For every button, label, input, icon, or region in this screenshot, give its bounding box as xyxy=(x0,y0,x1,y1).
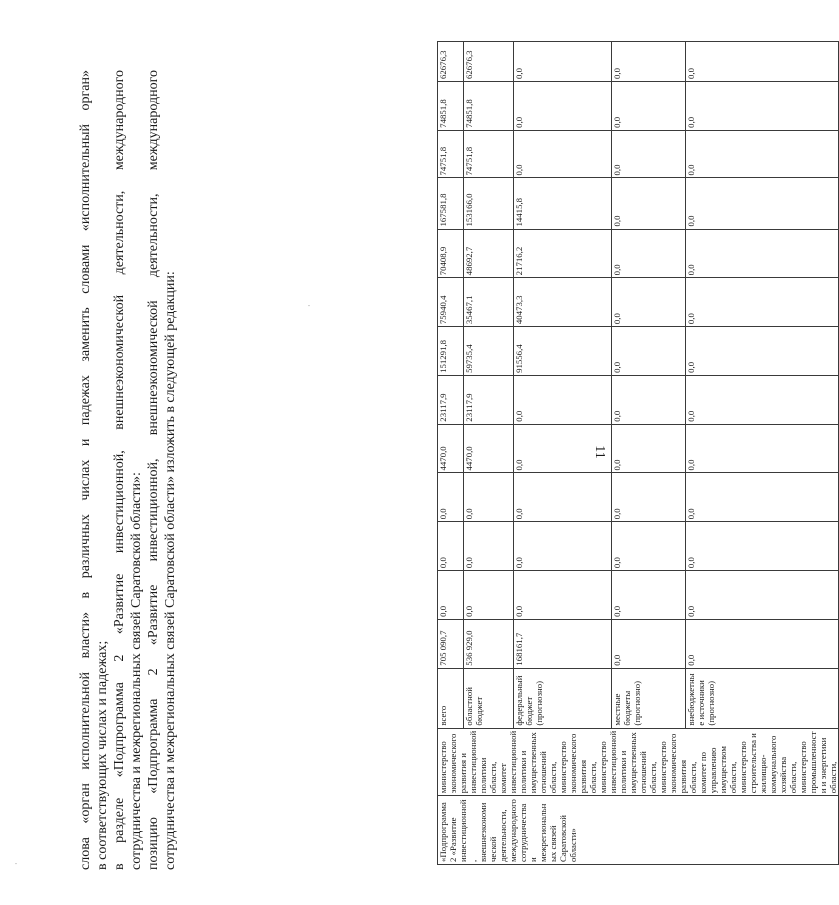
value-cell: 536 929,0 xyxy=(464,619,514,668)
paragraph-line-2: в соответствующих числах и падежах; xyxy=(95,640,110,870)
value-cell: 151291,8 xyxy=(438,327,464,376)
value-cell: 40473,3 xyxy=(514,278,612,327)
value-cell: 0,0 xyxy=(612,130,686,178)
value-cell: 0,0 xyxy=(438,522,464,571)
executors-cell: министерство экономического развития и инвестиционной политики области, комитет инвестиционной политики и имущественных отношений области, министерство экономического развития области, министерство инвестиционной политики и имущественных отношений области, министерство экономического развития области, комитет по управлению имуществом области, министерство строительства и жилищно-коммунального хозяйства области, министерство промышленности и энергетики области, xyxy=(438,728,839,796)
value-cell: 0,0 xyxy=(686,229,839,278)
value-cell: 0,0 xyxy=(612,42,686,82)
table-row xyxy=(438,42,464,865)
value-cell: 91556,4 xyxy=(514,327,612,376)
value-cell: 0,0 xyxy=(464,571,514,620)
value-cell: 0,0 xyxy=(514,473,612,522)
value-cell: 59735,4 xyxy=(464,327,514,376)
value-cell: 705 090,7 xyxy=(438,619,464,668)
value-cell: 0,0 xyxy=(514,424,612,473)
value-cell: 0,0 xyxy=(686,278,839,327)
value-cell: 0,0 xyxy=(686,327,839,376)
value-cell: 153166,0 xyxy=(464,178,514,229)
source-cell: местные бюджеты (прогнозно) xyxy=(612,668,686,728)
value-cell: 0,0 xyxy=(514,42,612,82)
page-number: 11 xyxy=(592,445,607,459)
value-cell: 0,0 xyxy=(612,278,686,327)
value-cell: 0,0 xyxy=(686,522,839,571)
value-cell: 0,0 xyxy=(612,619,686,668)
value-cell: 0,0 xyxy=(686,473,839,522)
value-cell: 0,0 xyxy=(612,571,686,620)
value-cell: 0,0 xyxy=(686,375,839,424)
value-cell: 0,0 xyxy=(514,82,612,131)
value-cell: 0,0 xyxy=(612,375,686,424)
value-cell: 74751,8 xyxy=(464,130,514,178)
value-cell: 168161,7 xyxy=(514,619,612,668)
value-cell: 0,0 xyxy=(612,522,686,571)
paragraph-line-3: в разделе «Подпрограмма 2 «Развитие инвестиционной, внешнеэкономической деятельности, международного xyxy=(112,70,127,870)
value-cell: 0,0 xyxy=(612,327,686,376)
source-cell: внебюджетные источники (прогнозно) xyxy=(686,668,839,728)
value-cell: 0,0 xyxy=(612,82,686,131)
value-cell: 0,0 xyxy=(686,82,839,131)
value-cell: 62676,3 xyxy=(464,42,514,82)
value-cell: 4470,0 xyxy=(464,424,514,473)
value-cell: 74851,8 xyxy=(438,82,464,131)
value-cell: 0,0 xyxy=(686,178,839,229)
value-cell: 167581,8 xyxy=(438,178,464,229)
value-cell: 23117,9 xyxy=(438,375,464,424)
paragraph-line-5: позицию «Подпрограмма 2 «Развитие инвестиционной, внешнеэкономической деятельности, международного xyxy=(146,70,161,870)
program-cell: «Подпрограмма 2 «Развитие инвестиционной, внешнеэкономической деятельности, международного сотрудничества и межрегиональных связей Саратовской области» xyxy=(438,796,839,865)
source-cell: федеральный бюджет (прогнозно) xyxy=(514,668,612,728)
value-cell: 0,0 xyxy=(514,571,612,620)
value-cell: 0,0 xyxy=(686,619,839,668)
value-cell: 0,0 xyxy=(514,375,612,424)
value-cell: 62676,3 xyxy=(438,42,464,82)
value-cell: 14415,8 xyxy=(514,178,612,229)
value-cell: 0,0 xyxy=(464,522,514,571)
source-cell: всего xyxy=(438,668,464,728)
value-cell: 0,0 xyxy=(612,473,686,522)
paragraph-line-4: сотрудничества и межрегиональных связей Саратовской области»: xyxy=(129,472,144,870)
value-cell: 35467,1 xyxy=(464,278,514,327)
value-cell: 0,0 xyxy=(686,571,839,620)
value-cell: 74751,8 xyxy=(438,130,464,178)
value-cell: 0,0 xyxy=(686,424,839,473)
value-cell: 0,0 xyxy=(438,571,464,620)
value-cell: 4470,0 xyxy=(438,424,464,473)
value-cell: 0,0 xyxy=(612,229,686,278)
value-cell: 0,0 xyxy=(464,473,514,522)
paragraph-line-1: слова «орган исполнительной власти» в различных числах и падежах заменить словами «исполнительный орган» xyxy=(78,70,93,870)
value-cell: 0,0 xyxy=(612,178,686,229)
value-cell: 0,0 xyxy=(686,42,839,82)
value-cell: 70408,9 xyxy=(438,229,464,278)
value-cell: 75940,4 xyxy=(438,278,464,327)
value-cell: 0,0 xyxy=(514,130,612,178)
value-cell: 48692,7 xyxy=(464,229,514,278)
value-cell: 23117,9 xyxy=(464,375,514,424)
value-cell: 74851,8 xyxy=(464,82,514,131)
value-cell: 0,0 xyxy=(514,522,612,571)
budget-table xyxy=(437,41,839,865)
value-cell: 0,0 xyxy=(438,473,464,522)
value-cell: 0,0 xyxy=(686,130,839,178)
source-cell: областной бюджет xyxy=(464,668,514,728)
value-cell: 21716,2 xyxy=(514,229,612,278)
scan-speck: · xyxy=(12,862,21,865)
value-cell: 0,0 xyxy=(612,424,686,473)
paragraph-line-6: сотрудничества и межрегиональных связей Саратовской области» изложить в следующей редакции: xyxy=(163,271,178,870)
scan-speck: · xyxy=(305,304,314,307)
